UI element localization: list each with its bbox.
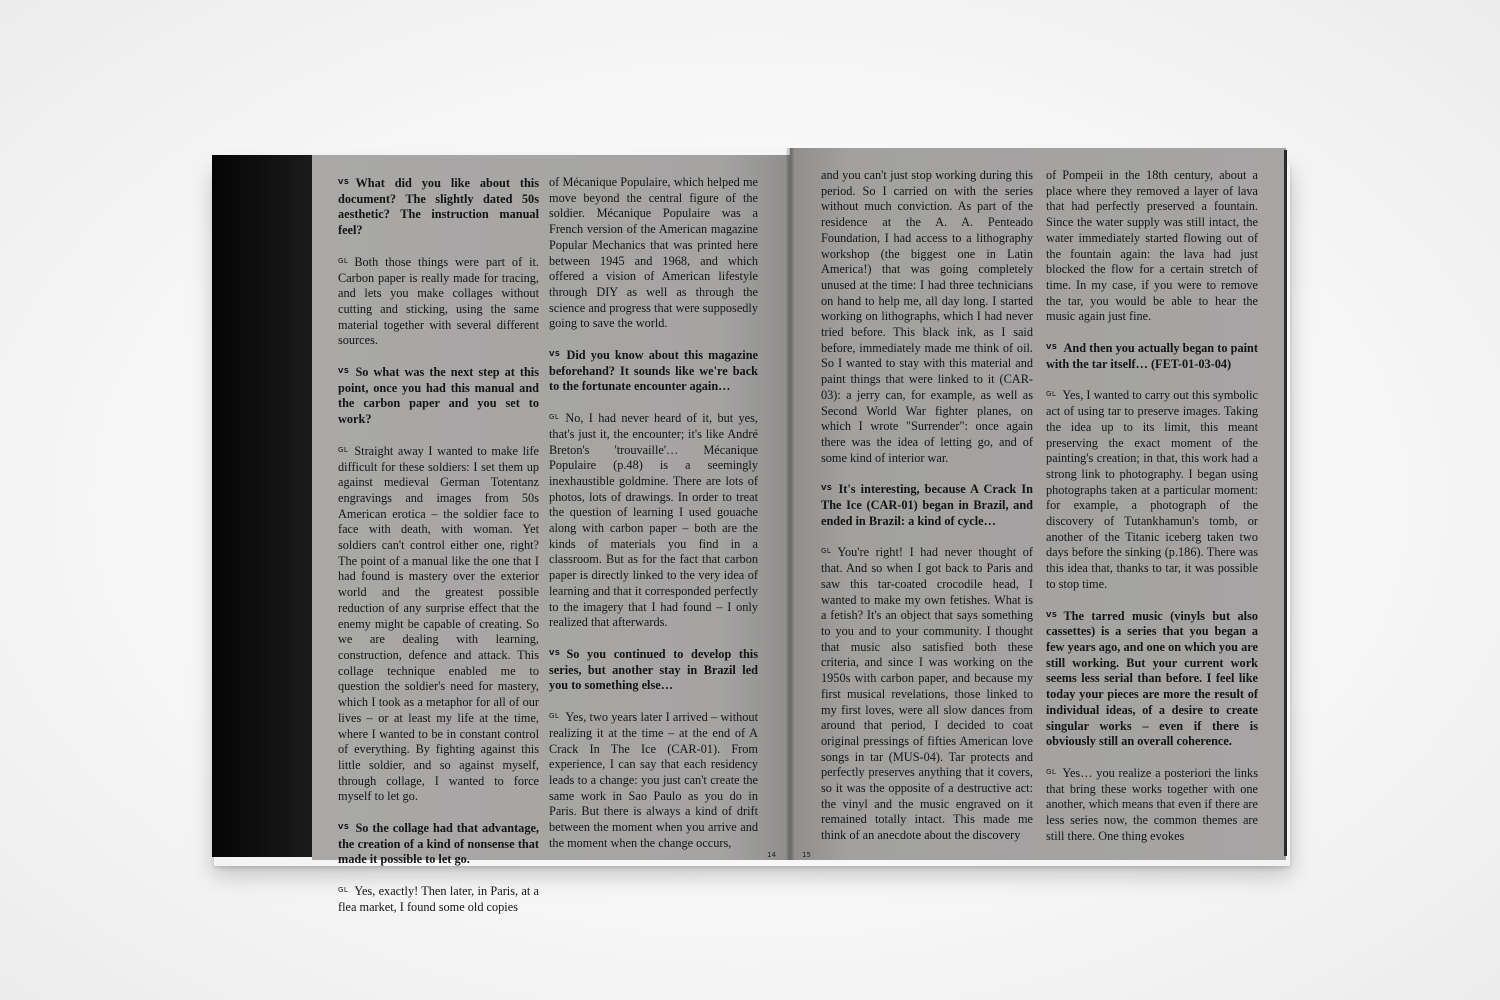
speaker-tag: VS xyxy=(338,823,350,832)
speaker-tag: VS xyxy=(549,350,561,359)
left-page-column-2 xyxy=(549,175,758,866)
paragraph-text: Yes, I wanted to carry out this symbolic act of using tar to preserve images. Taking the idea up to its limit, this meant preserving the exact moment of the painting's creation; in that, this work had a strong link to photography. I began using photographs taken at a particular moment: for example, a photograph of the discovery of Tutankhamun's tomb, or another of the Titanic iceberg taken two days before the sinking (p.186). There was this idea that, thanks to tar, it was possible to stop time. xyxy=(1046,388,1258,591)
paragraph xyxy=(549,175,758,332)
paragraph-text: Yes, two years later I arrived – without realizing it at the time – at the end of A Crack In The Ice (CAR-01). From experience, I can say that each residency leads to a change: you just can't create the same work in Sao Paulo as you do in Paris. But there is always a kind of drift between the moment when you arrive and the moment when the change occurs, xyxy=(549,710,758,850)
speaker-tag: VS xyxy=(821,484,833,493)
paragraph xyxy=(338,364,539,428)
right-page-column-2 xyxy=(1046,168,1258,859)
paragraph-text: Both those things were part of it. Carbon paper is really made for tracing, and lets you make collages without cutting and sticking, using the same material together with several different sources. xyxy=(338,254,539,348)
paragraph-text: What did you like about this document? The slightly dated 50s aesthetic? The instruction manual feel? xyxy=(338,176,539,238)
paragraph-text: Yes, exactly! Then later, in Paris, at a flea market, I found some old copies xyxy=(338,884,539,914)
right-page xyxy=(790,148,1286,860)
paragraph xyxy=(338,443,539,805)
paragraph xyxy=(1046,340,1258,372)
right-page-column-1 xyxy=(821,168,1033,859)
paragraph-text: of Pompeii in the 18th century, about a place where they removed a layer of lava that had perfectly preserved a fountain. Since the water supply was still intact, the water immediately started flowing out of the fountain again: the lava had just blocked the flow for a certain stretch of time. In my case, if you were to remove the tar, you would be able to hear the music again just fine. xyxy=(1046,168,1258,324)
speaker-tag: GL xyxy=(549,413,560,422)
paragraph-text: Yes… you realize a posteriori the links that bring these works together with one another, which means that even if there are less series now, the common themes are still there. One thing evokes xyxy=(1046,765,1258,843)
paragraph xyxy=(821,481,1033,529)
speaker-tag: GL xyxy=(1046,767,1057,776)
paragraph-text: Did you know about this magazine beforehand? It sounds like we're back to the fortunate encounter again… xyxy=(549,348,758,394)
page-stack-edge xyxy=(1284,150,1287,856)
paragraph xyxy=(338,175,539,239)
speaker-tag: GL xyxy=(549,712,560,721)
speaker-tag: VS xyxy=(338,178,350,186)
paragraph-text: of Mécanique Populaire, which helped me move beyond the central figure of the soldier. Mécanique Populaire was a French version of the American magazine Popular Mechanics that was printed here between 1945 and 1968, and which offered a vision of American lifestyle through DIY as well as through the science and progress that were supposedly going to save the world. xyxy=(549,175,758,331)
paragraph xyxy=(549,709,758,851)
paragraph-text: It's interesting, because A Crack In The Ice (CAR-01) began in Brazil, and ended in Brazil: a kind of cycle… xyxy=(821,482,1033,528)
paragraph xyxy=(1046,608,1258,750)
speaker-tag: GL xyxy=(1046,390,1057,399)
speaker-tag: GL xyxy=(821,547,832,556)
speaker-tag: GL xyxy=(338,256,349,265)
paragraph xyxy=(338,820,539,868)
book-gutter xyxy=(786,148,794,860)
page-number: 15 xyxy=(802,851,811,859)
speaker-tag: VS xyxy=(338,367,350,376)
speaker-tag: VS xyxy=(1046,343,1058,352)
speaker-tag: GL xyxy=(338,445,349,454)
paragraph xyxy=(338,254,539,349)
speaker-tag: GL xyxy=(338,886,349,895)
paragraph-text: And then you actually began to paint with the tar itself… (FET-01-03-04) xyxy=(1046,341,1258,371)
paragraph xyxy=(549,410,758,631)
book-cover-edge xyxy=(212,155,314,857)
paragraph xyxy=(549,347,758,395)
paragraph-text: No, I had never heard of it, but yes, that's just it, the encounter; it's like André Breton's 'trouvaille'… Mécanique Populaire (p.48) is a seemingly inexhaustible goldmine. There are lots of photos, lots of drawings. In order to treat the question of learning I used gouache along with carbon paper – both are the kinds of materials you find in a classroom. But as for the fact that carbon paper is directly linked to the very idea of learning and that it corresponded perfectly to the imagery that I had found – I only realized that afterwards. xyxy=(549,411,758,630)
left-page xyxy=(312,155,790,914)
paragraph-text: Straight away I wanted to make life difficult for these soldiers: I set them up against medieval German Totentanz engravings and images from 50s American erotica – the soldier face to face with death, with woman. Yet soldiers can't control either one, right? The point of a manual like the one that I had found is mastery over the exterior world and the greatest possible reduction of any surprise effect that the enemy might be capable of creating. So we are dealing with learning, construction, defence and attack. This collage technique enabled me to question the soldier's need for mastery, which I took as a metaphor for all of our lives – or at least my life at the time, where I wanted to be in constant control of everything. By fighting against this little soldier, and so against myself, through collage, I wanted to force myself to let go. xyxy=(338,443,539,804)
paragraph xyxy=(1046,168,1258,325)
speaker-tag: VS xyxy=(1046,610,1058,619)
paragraph-text: You're right! I had never thought of that. And so when I got back to Paris and saw this tar-coated crocodile head, I wanted to make my own fetishes. What is a fetish? It's an object that says something to you and to your community. I thought that music also satisfied both these criteria, and since I was working on the 1950s with carbon paper, and because my first musical revelations, those linked to my first loves, were all slow dances from around that period, I decided to coat original pressings of fifties American love songs in tar (MUS-04). Tar protects and perfectly preserves anything that it covers, so it was the opposite of a destructive act: the vinyl and the music engraved on it remained totally intact. This made me think of an anecdote about the discovery xyxy=(821,545,1033,843)
page-number: 14 xyxy=(767,851,776,859)
paragraph-text: So the collage had that advantage, the creation of a kind of nonsense that made it possible to let go. xyxy=(338,821,539,867)
paragraph xyxy=(549,646,758,694)
paragraph xyxy=(821,544,1033,843)
left-page-column-1 xyxy=(338,175,539,931)
paragraph-text: and you can't just stop working during this period. So I carried on with the series without much conviction. As part of the residence at the A. A. Penteado Foundation, I had access to a lithography workshop (the biggest one in Latin America!) that was going completely unused at the time: I had three technicians on hand to help me, all day long. I started working on lithographs, which I had never tried before. This black ink, as I said before, immediately made me think of oil. So I wanted to stay with this material and paint things that were linked to it (CAR-03): a jerry can, for example, as well as Second World War fighter planes, on which I wrote "Surrender": once again there was the idea of letting go, and of some kind of interior war. xyxy=(821,168,1033,465)
paragraph-text: So you continued to develop this series, but another stay in Brazil led you to something else… xyxy=(549,646,758,693)
speaker-tag: VS xyxy=(549,648,561,657)
paragraph xyxy=(821,168,1033,466)
paragraph xyxy=(338,883,539,915)
paragraph-text: The tarred music (vinyls but also cassettes) is a series that you began a few years ago, and one on which you are still working. But your current work seems less serial than before. I feel like today your pieces are more the result of individual ideas, of a desire to create singular works – even if there is obviously still an overall coherence. xyxy=(1046,608,1258,749)
paragraph xyxy=(1046,387,1258,592)
paragraph xyxy=(1046,765,1258,845)
paragraph-text: So what was the next step at this point, once you had this manual and the carbon paper and you set to work? xyxy=(338,365,539,427)
